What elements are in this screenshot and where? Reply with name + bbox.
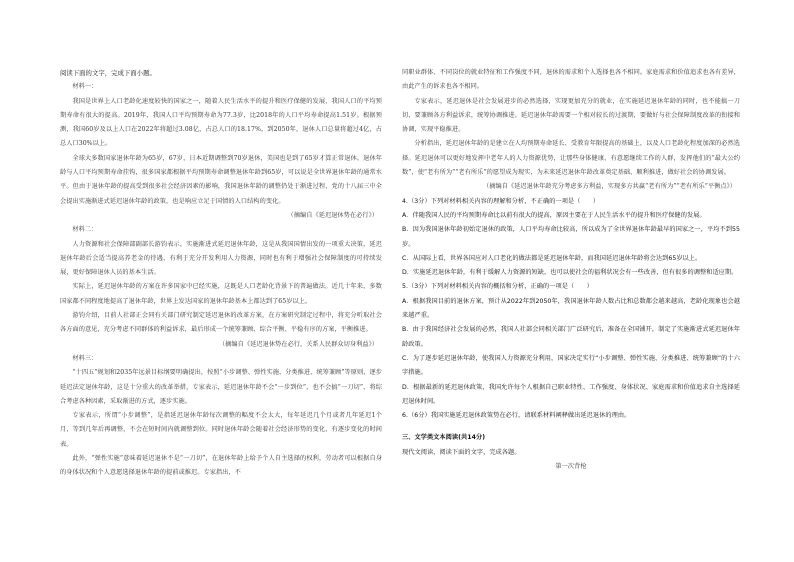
- material-2-source: （摘编自《延迟退休势在必行，关系人民群众切身利益》）: [218, 340, 378, 348]
- spacer: [402, 423, 740, 431]
- material-3-paragraph: 此外，“弹性实施”意味着延迟退休不是“一刀切”，在退休年龄上给予个人自主选择的权利，劳动者可以根据自身的身体状况和个人意愿选择退休年龄的提前或推迟。专家指出，不: [60, 455, 382, 477]
- question-5-option-d[interactable]: D．根据最新的延迟退休政策，我国允许每个人根据自己职业特性、工作强度、身体状况、家庭需求和价值追求自主选择延迟退休时间。: [402, 383, 740, 405]
- material-1-paragraph: 全球大多数国家退休年龄为65岁，67岁，日本近期调整到70岁退休，美国也是到了65岁才算正常退休。退休年龄与人口平均预期寿命挂钩，很多国家都根据平均预期寿命调整退休年龄到65岁，可以说是全世界退休年龄的通常水平。但由于退休年龄的提高受到很多社会经济因素的影响，我国退休年龄的调整仍处于渐进过程，党的十八届三中全会提出实施渐进式延迟退休年龄的政策，也是响应立足于国情的人口结构的变化。: [60, 154, 382, 205]
- question-5: 5.（3分）下列对材料相关内容的概括和分析，正确的一项是（ ）: [402, 283, 593, 291]
- question-4: 4.（3分）下列对材料相关内容的理解和分析，不正确的一项是（ ）: [402, 197, 600, 205]
- material-2-paragraph: 实际上，延迟退休年龄的方案在许多国家中已经实施，这既是人口老龄化背景下的普遍做法。近几十年来，多数国家都不同程度地提高了退休年龄，世界上发达国家的退休年龄基本上都达到了65岁以上。: [60, 283, 382, 305]
- material-3-paragraph: 专家表示，所谓“小步调整”，是指延迟退休年龄每次调整的幅度不会太大，每年延迟几个月或者几年延迟1个月，等到几年后再调整，不会在短时间内就调整到位。同时退休年龄会随着社会经济形势的变化，有逐步变化的时间表。: [60, 412, 382, 448]
- reading-intro: 阅读下面的文字，完成下面小题。: [60, 69, 156, 77]
- question-5-option-c[interactable]: C．为了逐步延迟退休年龄，使我国人力资源充分利用，国家决定实行“小步调整、弹性实施、分类推进、统筹兼顾”的十六字措施。: [402, 354, 740, 377]
- material-3-title: 材料三：: [72, 354, 98, 362]
- question-4-option-b[interactable]: B．因为我国退休年龄初始定退休的政策，人口平均寿命比较高，所以成为了全世界退休年龄最早的国家之一，平均不到55岁。: [402, 226, 740, 248]
- story-title: 第一次背枪: [555, 463, 587, 471]
- section-3-heading: 三、文学类文本阅读(共14分): [402, 434, 486, 442]
- material-3-continued: 同职业群体、不同岗位的就业特征和工作强度不同，退休的需求和个人选择也各不相同。家庭需求和价值追求也各有差异，由此产生的诉求也各不相同。: [402, 69, 740, 91]
- question-4-option-d[interactable]: D．实施延迟退休年龄，有利于缓解人力资源的短缺，也可以使社会的福利状况会有一些改善，但有很多的调整和适应期。: [402, 269, 738, 277]
- material-2-title: 材料二：: [72, 226, 98, 234]
- material-1-paragraph: 我国是世界上人口老龄化速度较快的国家之一，随着人民生活水平的提升和医疗保健的发展，我国人口的平均预期寿命有很大的提高。2019年，我国人口平均预期寿命为77.3岁，比2018年的人口平均寿命提高1.51岁。根据预测，我国60岁及以上人口在2022年将超过3.08亿，占总人口的18.17%，到2050年，退休人口总量将超过4亿，占总人口30%以上。: [60, 97, 382, 148]
- material-3-paragraph: 专家表示，延迟退休是社会发展进步的必然选择，实现更加充分的就业，在实施延迟退休年龄的同时，也不能搞一刀切，要兼顾各方利益诉求，统筹协调推进。延迟退休年龄需要一个相对较长的过渡期，要做好与社会保障制度改革的衔接和协调，实现平稳推进。: [402, 97, 740, 134]
- material-1-source: （摘编自《延迟退休势在必行》）: [287, 211, 378, 219]
- question-4-option-a[interactable]: A．伴随我国人民的平均预期寿命比以前有很大的提高，原因主要在于人民生活水平的提升和医疗保健的发展。: [402, 211, 706, 219]
- question-6: 6.（6分）我国实施延迟退休政策势在必行，请联系材料阐释做出延迟退休的理由。: [402, 412, 631, 420]
- right-column: [402, 66, 740, 474]
- question-4-option-c[interactable]: C．从国际上看，世界各国应对人口老化的做法都是延迟退休年龄，而我国延迟退休年龄将会达到65岁以上。: [402, 254, 702, 262]
- left-column: [60, 66, 382, 481]
- material-1-title: 材料一：: [72, 83, 98, 91]
- material-3-paragraph: “十四五”规划和2035年远景目标纲要明确提出，按照“小步调整、弹性实施、分类推进、统筹兼顾”等原则，逐步延迟法定退休年龄，这是十分重大的改革举措，专家表示，延迟退休年龄不会“一步到位”，也不会搞“一刀切”，将综合考虑各种因素，采取渐进的方式，逐步实施。: [60, 369, 382, 405]
- material-3-paragraph: 分析指出，延迟退休年龄的是建立在人均预期寿命延长、受教育年限提高的基础上，以及人口老龄化程度加深的必然选择。延迟退休可以更好地发挥中老年人的人力资源优势，让那些身体健康、有意愿继续工作的人群，发挥他们的“最大公约数”，使“老有所为”“老有所乐”的愿望成为现实，为未来延迟退休年龄改革奠定基础、顺利推进，做好社会的协调发展。: [402, 140, 740, 177]
- section-3-instruction: 现代文阅读，阅读下面的文字，完成各题。: [402, 448, 521, 456]
- question-5-option-a[interactable]: A．根据我国目前的退休方案，预计从2022年到2050年，我国退休年龄人数占比和总数都会越来越高，老龄化现象也会越来越严重。: [402, 297, 740, 320]
- material-3-source: （摘编自《延迟退休年龄充分考虑多方利益，实现多方共赢“老有所为”“老有所乐”平衡点》）: [482, 183, 736, 191]
- material-2-paragraph: 人力资源和社会保障部副部长游钧表示，实施渐进式延迟退休年龄，这是从我国国情出发的一项重大决策，延迟退休年龄后会适当提高养老金的待遇，有利于充分开发利用人力资源，同时也有利于增强社会保障制度的可持续发展，更好保障退休人员的基本生活。: [60, 240, 382, 277]
- material-2-paragraph: 游钧介绍，目前人社部正会同有关部门研究制定延迟退休的改革方案，在方案研究制定过程中，将充分听取社会各方面的意见，充分考虑不同群体的利益诉求，最后形成一个统筹兼顾、综合平衡、平稳有序的方案，平衡推进。: [60, 312, 382, 334]
- question-5-option-b[interactable]: B．由于我国经济社会发展的必然，我国人社部会同相关部门广泛研究后，准备在全国铺开，制定了实施渐进式延迟退休年龄政策。: [402, 326, 740, 348]
